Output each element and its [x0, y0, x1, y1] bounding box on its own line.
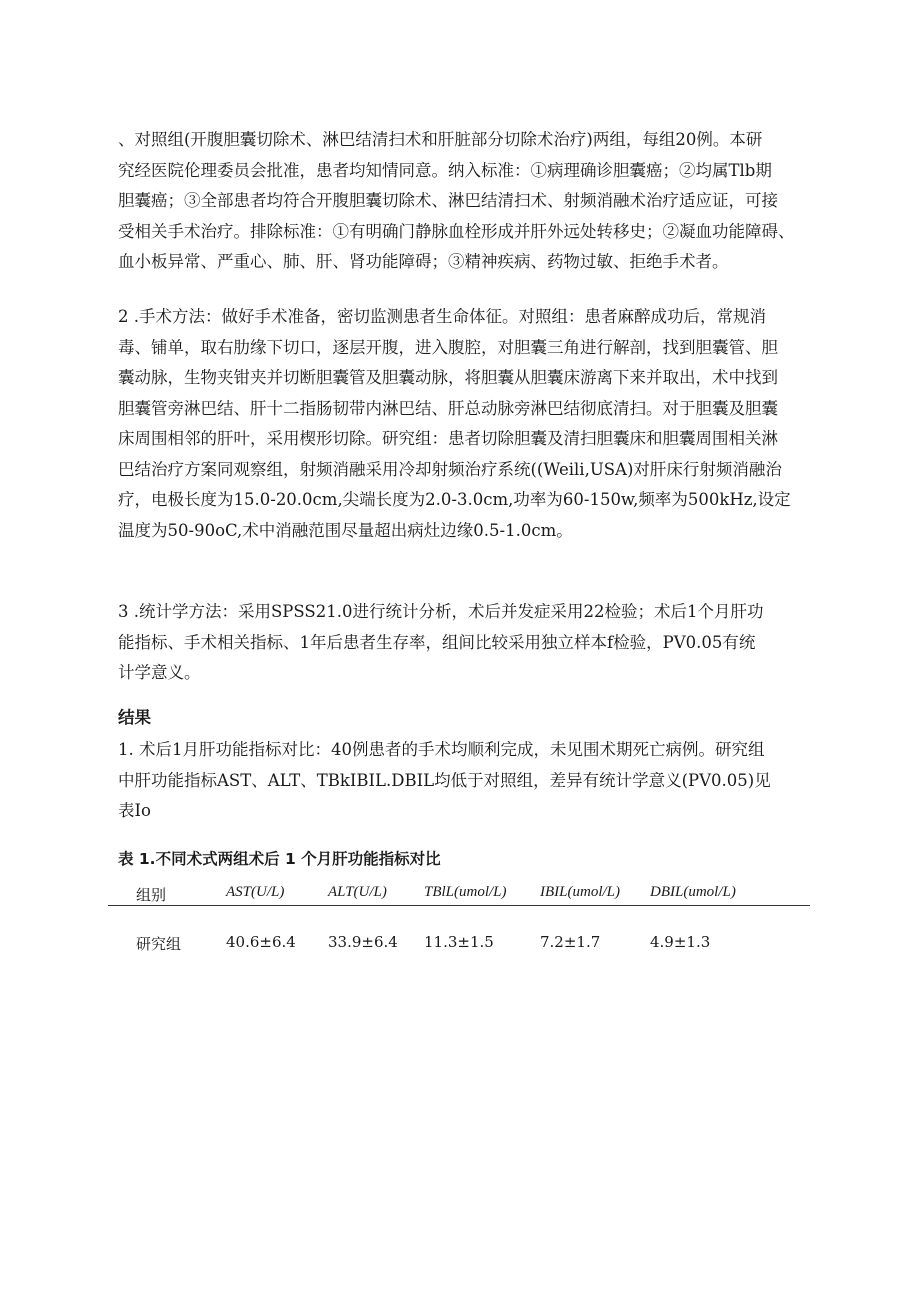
text-line: 能指标、手术相关指标、1年后患者生存率，组间比较采用独立样本f检验，PV0.05有统: [118, 632, 756, 652]
results-heading: 结果: [118, 708, 151, 727]
text-line: 2 .手术方法：做好手术准备，密切监测患者生命体征。对照组：患者麻醉成功后，常规消: [118, 307, 766, 326]
table-title: 表 1.不同术式两组术后 1 个月肝功能指标对比: [118, 850, 441, 868]
text-line: 温度为50-90oC,术中消融范围尽量超出病灶边缘0.5-1.0cm。: [118, 520, 573, 540]
text-line: 1. 术后1月肝功能指标对比：40例患者的手术均顺利完成，未见围术期死亡病例。研究组: [118, 740, 765, 759]
text-line: 受相关手术治疗。排除标准：①有明确门静脉血栓形成并肝外远处转移史；②凝血功能障碍、: [118, 221, 795, 241]
text-line: 3 .统计学方法：采用SPSS21.0进行统计分析，术后并发症采用22检验；术后1个月肝功: [118, 602, 764, 621]
text-line: 胆囊管旁淋巴结、肝十二指肠韧带内淋巴结、肝总动脉旁淋巴结彻底清扫。对于胆囊及胆囊: [118, 398, 778, 418]
table-rule: [108, 905, 810, 906]
text-line: 毒、铺单，取右肋缘下切口，逐层开腹，进入腹腔，对胆囊三角进行解剖，找到胆囊管、胆: [118, 337, 778, 357]
table-header-cell: IBIL(umol/L): [540, 884, 620, 900]
table-cell: 研究组: [136, 935, 182, 953]
table-cell: 7.2±1.7: [540, 933, 601, 951]
text-line: 巴结治疗方案同观察组，射频消融采用冷却射频治疗系统((Weili,USA)对肝床行射频消融治: [118, 459, 782, 479]
text-line: 疗，电极长度为15.0-20.0cm,尖端长度为2.0-3.0cm,功率为60-150w,频率为500kHz,设定: [118, 490, 791, 509]
text-line: 究经医院伦理委员会批准，患者均知情同意。纳入标准：①病理确诊胆囊癌；②均属Tlb期: [118, 160, 772, 180]
table-cell: 33.9±6.4: [328, 933, 398, 951]
text-line: 床周围相邻的肝叶，采用楔形切除。研究组：患者切除胆囊及清扫胆囊床和胆囊周围相关淋: [118, 429, 778, 448]
text-line: 中肝功能指标AST、ALT、TBkIBIL.DBIL均低于对照组，差异有统计学意义(PV0.05)见: [118, 770, 771, 790]
text-line: 计学意义。: [118, 663, 201, 682]
table-header-cell: ALT(U/L): [328, 884, 387, 900]
table-header-cell: TBlL(umol/L): [424, 884, 507, 900]
paragraph-results: [118, 735, 808, 827]
text-line: 囊动脉，生物夹钳夹并切断胆囊管及胆囊动脉，将胆囊从胆囊床游离下来并取出，术中找到: [118, 368, 778, 387]
text-line: 胆囊癌；③全部患者均符合开腹胆囊切除术、淋巴结清扫术、射频消融术治疗适应证，可接: [118, 191, 778, 210]
paragraph-grouping-criteria: [118, 125, 808, 278]
paragraph-statistics: [118, 597, 808, 689]
text-line: 、对照组(开腹胆囊切除术、淋巴结清扫术和肝脏部分切除术治疗)两组，每组20例。本研: [118, 130, 763, 149]
table-header-cell: AST(U/L): [226, 884, 285, 900]
table-cell: 40.6±6.4: [226, 933, 296, 951]
text-line: 表Io: [118, 801, 151, 820]
table-cell: 4.9±1.3: [650, 933, 711, 951]
paragraph-surgical-method: [118, 302, 808, 546]
table-cell: 11.3±1.5: [424, 933, 494, 951]
table-header-cell: DBIL(umol/L): [650, 884, 736, 900]
table-header-cell: 组别: [136, 886, 167, 904]
text-line: 血小板异常、严重心、肺、肝、肾功能障碍；③精神疾病、药物过敏、拒绝手术者。: [118, 252, 729, 271]
